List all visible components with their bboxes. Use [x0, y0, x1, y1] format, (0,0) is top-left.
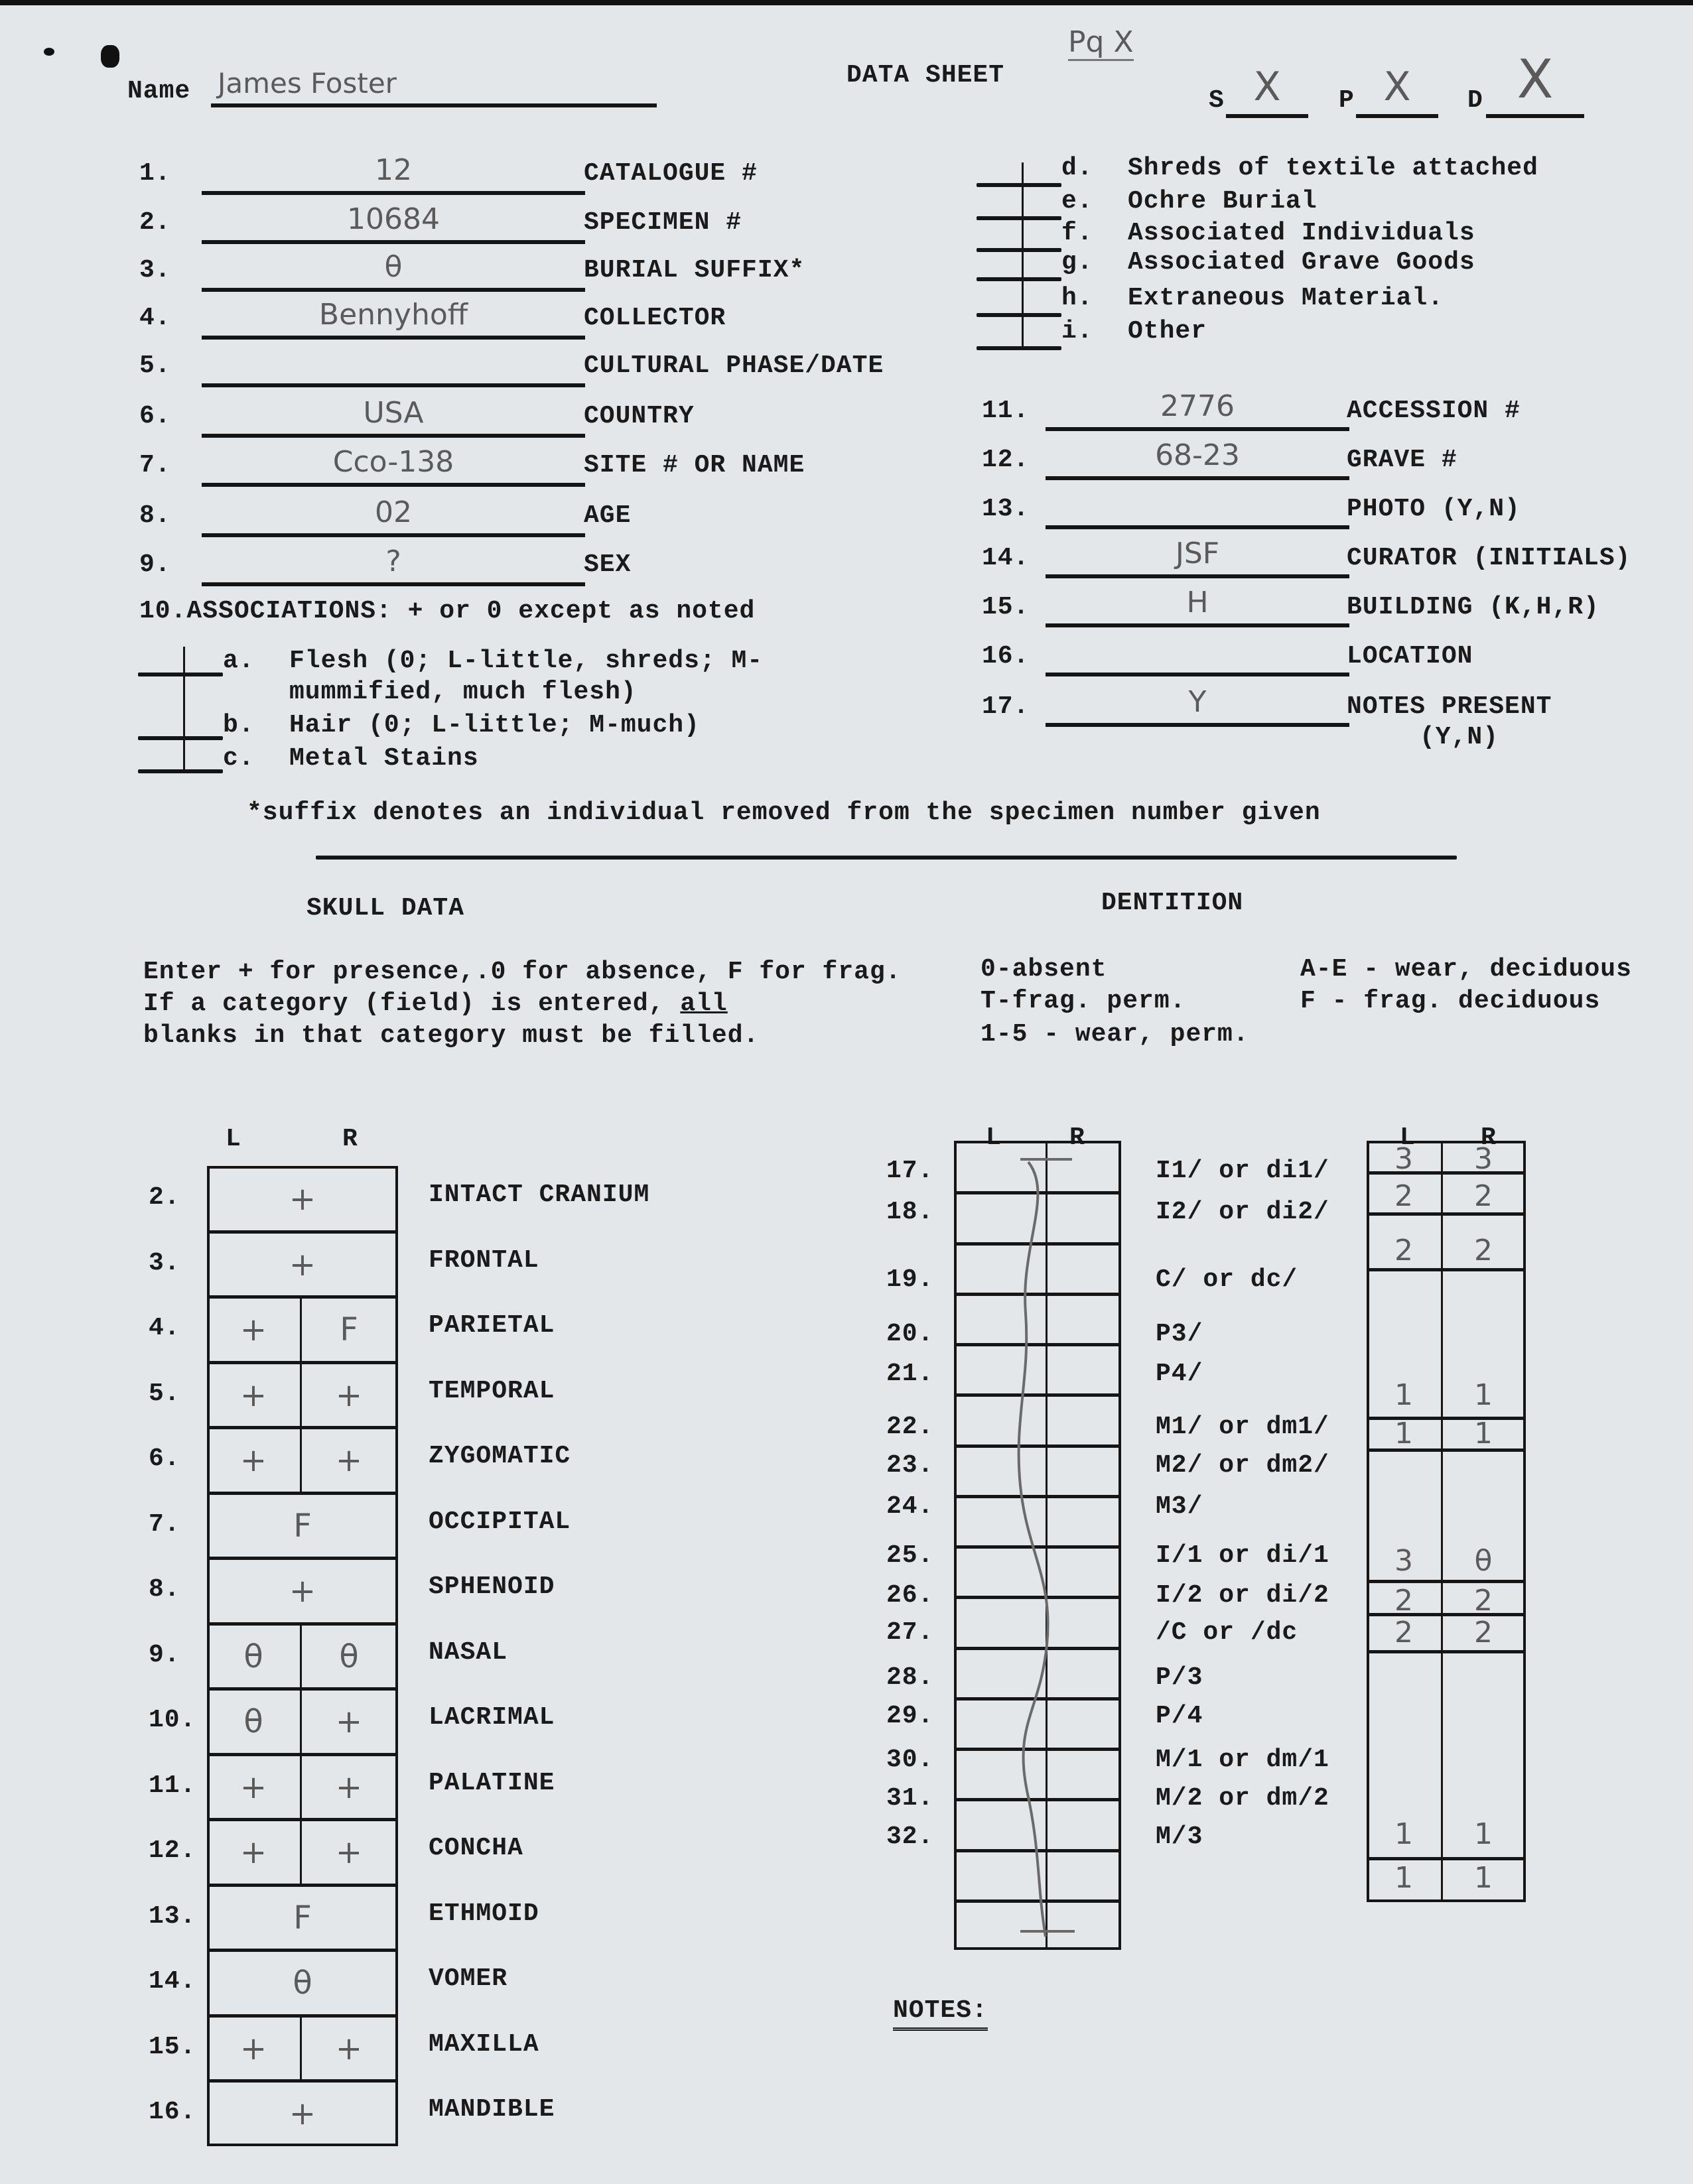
dent-wear-cell-left[interactable] [1367, 1816, 1441, 1853]
field-number: 3. [139, 256, 171, 285]
field-input[interactable] [202, 191, 585, 244]
field-label: SPECIMEN # [584, 208, 742, 237]
dent-wear-cell-left[interactable] [1367, 1234, 1441, 1271]
field-number: 16. [982, 642, 1030, 671]
assoc-c-text: Metal Stains [289, 744, 479, 773]
assoc-a-text2: mummified, much flesh) [289, 678, 637, 706]
assoc-text: Ochre Burial [1128, 187, 1318, 216]
skull-value-right: + [335, 1834, 363, 1871]
skull-row-number: 13. [149, 1902, 196, 1931]
dent-row-label: I/1 or di/1 [1156, 1541, 1329, 1570]
dent-row-label: P/4 [1156, 1702, 1203, 1730]
field-label: GRAVE # [1347, 446, 1457, 474]
field-input[interactable] [202, 287, 585, 340]
dent-row-number: 32. [886, 1823, 934, 1851]
dent-wear-cell-left[interactable] [1367, 1378, 1441, 1415]
skull-cell-left[interactable] [207, 1689, 300, 1754]
notes-label: NOTES: [893, 1996, 988, 2031]
skull-row-label: PARIETAL [429, 1311, 555, 1340]
field-input[interactable] [1046, 573, 1349, 627]
dentition-title: DENTITION [1101, 889, 1244, 917]
field-number: 14. [982, 544, 1030, 572]
field-value: USA [363, 396, 424, 430]
skull-row-number: 12. [149, 1836, 196, 1865]
footnote: *suffix denotes an individual removed from the specimen number given [247, 799, 1321, 827]
dent-col-r: R [1069, 1124, 1085, 1152]
dent-row-label: /C or /dc [1156, 1618, 1298, 1647]
skull-value-left: + [239, 1377, 267, 1414]
dentition-legend-3: 1-5 - wear, perm. [981, 1020, 1249, 1049]
assoc-blank[interactable] [977, 277, 1061, 281]
skull-row-label: CONCHA [429, 1834, 523, 1862]
skull-cell-right[interactable] [300, 1624, 398, 1689]
skull-row-label: OCCIPITAL [429, 1508, 571, 1536]
dent-wear-cell-right[interactable] [1441, 1486, 1526, 1523]
flag-d-field[interactable] [1486, 48, 1584, 118]
skull-row-label: MAXILLA [429, 2030, 539, 2059]
field-input[interactable] [1046, 524, 1349, 578]
skull-row-number: 4. [149, 1314, 180, 1342]
skull-value: F [293, 1899, 312, 1937]
name-label: Name [127, 77, 191, 105]
skull-cell[interactable] [207, 1558, 398, 1624]
dentition-legend-5: F - frag. deciduous [1300, 987, 1601, 1015]
skull-value-left: + [239, 1442, 267, 1479]
field-value: 02 [375, 495, 412, 529]
skull-row-number: 9. [149, 1641, 180, 1669]
assoc-blank[interactable] [977, 183, 1061, 187]
punch-mark [101, 45, 119, 68]
name-value: James Foster [218, 67, 397, 99]
page-title: DATA SHEET [846, 61, 1005, 90]
field-input[interactable] [1046, 475, 1349, 529]
assoc-b-letter: b. [223, 711, 255, 739]
skull-cell-right[interactable] [300, 1689, 398, 1754]
dent-wear-value-left: 1 [1394, 1861, 1413, 1895]
field-input[interactable] [1046, 673, 1349, 727]
dent-wear-cell-right[interactable] [1441, 1142, 1526, 1179]
field-number: 5. [139, 352, 171, 380]
dent-wear-value-right: 2 [1474, 1234, 1493, 1267]
skull-col-r: R [342, 1125, 358, 1153]
skull-value-right: + [335, 1769, 363, 1806]
skull-instruction-2 [143, 990, 728, 1018]
dent-row-number: 28. [886, 1663, 934, 1692]
dent-row-number: 24. [886, 1492, 934, 1521]
assoc-b-blank[interactable] [138, 736, 223, 740]
field-number: 7. [139, 451, 171, 480]
field-number: 4. [139, 304, 171, 332]
skull-instruction-1: Enter + for presence,.0 for absence, F for frag. [143, 958, 902, 986]
skull-row-label: FRONTAL [429, 1246, 539, 1275]
name-field[interactable] [211, 60, 657, 107]
skull-cell[interactable] [207, 1950, 398, 2016]
dent-row-label: M/2 or dm/2 [1156, 1784, 1329, 1813]
dent-row-number: 23. [886, 1451, 934, 1480]
skull-instruction-3: blanks in that category must be filled. [143, 1021, 760, 1050]
flag-s-value: X [1253, 64, 1281, 110]
dent-wear-cell-right[interactable] [1441, 1657, 1526, 1694]
skull-row-label: MANDIBLE [429, 2095, 555, 2124]
dent-row-number: 29. [886, 1702, 934, 1730]
skull-row-label: TEMPORAL [429, 1377, 555, 1405]
field-input[interactable] [202, 385, 585, 438]
dent-wear-cell-left[interactable] [1367, 1616, 1441, 1653]
skull-value: + [289, 2095, 316, 2132]
field-number: 6. [139, 402, 171, 430]
skull-cell-left[interactable] [207, 1754, 300, 1820]
skull-row-label: NASAL [429, 1638, 508, 1667]
field-label: BUILDING (K,H,R) [1347, 593, 1599, 621]
skull-row-number: 7. [149, 1510, 180, 1539]
skull-row-number: 14. [149, 1967, 196, 1996]
skull-row-number: 8. [149, 1575, 180, 1604]
dent-wear-cell-right[interactable] [1441, 1179, 1526, 1216]
skull-cell-left[interactable] [207, 1297, 300, 1362]
dent-row-number: 18. [886, 1198, 934, 1226]
dent-wear-value-left: 2 [1394, 1179, 1413, 1213]
dent-wear-col-r: R [1481, 1124, 1497, 1152]
field-input[interactable] [1046, 377, 1349, 431]
assoc-letter: h. [1061, 284, 1093, 312]
assoc-letter: f. [1061, 219, 1093, 247]
dentition-legend-2: T-frag. perm. [981, 987, 1186, 1015]
dent-wear-value-left: 3 [1394, 1142, 1413, 1176]
dent-wear-value-right: 1 [1474, 1417, 1493, 1450]
assoc-text: Associated Individuals [1128, 219, 1475, 247]
field-input[interactable] [1046, 426, 1349, 480]
field-label: PHOTO (Y,N) [1347, 495, 1521, 523]
wear-rule [1367, 1857, 1526, 1860]
margin-note: Pq X [1068, 25, 1134, 61]
skull-value-right: θ [339, 1638, 359, 1675]
field-number: 12. [982, 446, 1030, 474]
dent-wear-value-right: 1 [1474, 1817, 1493, 1851]
field-label: CULTURAL PHASE/DATE [584, 352, 884, 380]
field-value: 12 [375, 153, 412, 187]
dent-wear-value-right: 3 [1474, 1142, 1493, 1176]
assoc-left-vertical-rule [183, 647, 185, 773]
dent-row-number: 30. [886, 1746, 934, 1774]
field-number: 9. [139, 550, 171, 579]
dent-wear-cell-left[interactable] [1367, 1142, 1441, 1179]
skull-row-label: ETHMOID [429, 1899, 539, 1928]
field-value: JSF [1175, 537, 1220, 570]
field-label: AGE [584, 501, 632, 530]
field-label: LOCATION [1347, 642, 1473, 671]
skull-cell[interactable] [207, 1166, 398, 1232]
field-value: Bennyhoff [318, 298, 468, 332]
dent-wear-cell-left[interactable] [1367, 1179, 1441, 1216]
dent-wear-cell-left[interactable] [1367, 1657, 1441, 1694]
dent-wear-cell-left[interactable] [1367, 1544, 1441, 1581]
dent-wear-cell-right[interactable] [1441, 1695, 1526, 1732]
skull-row-label: INTACT CRANIUM [429, 1181, 650, 1209]
skull-value-left: + [239, 1769, 267, 1806]
skull-instruction-2-text: If a category (field) is entered, [143, 990, 681, 1018]
assoc-a-blank[interactable] [138, 673, 223, 676]
flag-p-value: X [1383, 64, 1411, 110]
dent-wear-value-left: 1 [1394, 1417, 1413, 1450]
field-label: SEX [584, 550, 632, 579]
dent-wear-cell-right[interactable] [1441, 1616, 1526, 1653]
field-input[interactable] [202, 533, 585, 586]
field-label: BURIAL SUFFIX* [584, 256, 805, 285]
skull-value: + [289, 1246, 316, 1283]
dent-row-label: I/2 or di/2 [1156, 1581, 1329, 1610]
dent-row-label: P4/ [1156, 1360, 1203, 1388]
field-input[interactable] [202, 484, 585, 537]
skull-instruction-emph: all [680, 990, 728, 1018]
flag-d-value: X [1517, 48, 1554, 110]
assoc-text: Shreds of textile attached [1128, 154, 1538, 182]
dent-wear-value-right: 2 [1474, 1584, 1493, 1618]
dentition-legend-4: A-E - wear, deciduous [1300, 955, 1632, 984]
field-number: 15. [982, 593, 1030, 621]
skull-value-left: + [239, 1311, 267, 1348]
field-value: Cco-138 [332, 445, 454, 479]
assoc-right-vertical-rule [1022, 162, 1024, 348]
skull-cell-left[interactable] [207, 1819, 300, 1885]
dent-wear-value-right: 2 [1474, 1616, 1493, 1649]
dent-row-label: M3/ [1156, 1492, 1203, 1521]
dent-row-label: M2/ or dm2/ [1156, 1451, 1329, 1480]
dentition-legend-1: 0-absent [981, 955, 1107, 984]
dent-wear-value-left: 3 [1394, 1544, 1413, 1578]
assoc-text: Other [1128, 317, 1207, 346]
dent-wear-value-left: 1 [1394, 1378, 1413, 1412]
dent-wear-value-right: 1 [1474, 1378, 1493, 1412]
skull-value-right: + [335, 2030, 363, 2067]
skull-row-number: 15. [149, 2033, 196, 2061]
field-label: CURATOR (INITIALS) [1347, 544, 1631, 572]
field-label: ACCESSION # [1347, 397, 1521, 425]
skull-value-right: + [335, 1442, 363, 1479]
dent-wear-value-left: 1 [1394, 1817, 1413, 1851]
assoc-b-text: Hair (0; L-little; M-much) [289, 711, 700, 739]
field-input[interactable] [1046, 622, 1349, 676]
skull-row-number: 2. [149, 1183, 180, 1212]
assoc-a-letter: a. [223, 647, 255, 675]
skull-value-left: θ [243, 1638, 263, 1675]
dent-wear-value-left: 2 [1394, 1616, 1413, 1649]
assoc-a-text: Flesh (0; L-little, shreds; M- [289, 647, 764, 675]
field-label: COUNTRY [584, 402, 695, 430]
scan-border [0, 0, 1693, 5]
dent-row-number: 21. [886, 1360, 934, 1388]
field-value: H [1186, 586, 1209, 619]
field-number: 1. [139, 159, 171, 188]
skull-row-number: 16. [149, 2098, 196, 2126]
dent-row-label: P/3 [1156, 1663, 1203, 1692]
dent-wear-cell-right[interactable] [1441, 1816, 1526, 1853]
field-input[interactable] [202, 334, 585, 387]
dent-row-number: 22. [886, 1413, 934, 1441]
skull-value: F [293, 1508, 312, 1545]
skull-row-number: 6. [149, 1445, 180, 1473]
dent-row-number: 26. [886, 1581, 934, 1610]
skull-cell-left[interactable] [207, 1427, 300, 1493]
dent-row-label: P3/ [1156, 1320, 1203, 1348]
field-label: SITE # OR NAME [584, 451, 805, 480]
skull-cell[interactable] [207, 1232, 398, 1297]
dent-wear-cell-right[interactable] [1441, 1861, 1526, 1898]
assoc-c-blank[interactable] [138, 769, 223, 773]
dent-wear-cell-left[interactable] [1367, 1417, 1441, 1454]
dent-row-number: 19. [886, 1265, 934, 1294]
assoc-c-letter: c. [223, 744, 255, 773]
field-input[interactable] [202, 142, 585, 195]
field-value: θ [384, 250, 403, 284]
field-number: 2. [139, 208, 171, 237]
assoc-blank[interactable] [977, 313, 1061, 317]
skull-cell-left[interactable] [207, 1362, 300, 1428]
flag-s-label: S [1209, 86, 1225, 115]
dent-wear-cell-right[interactable] [1441, 1313, 1526, 1350]
skull-cell-right[interactable] [300, 1754, 398, 1820]
skull-row-label: LACRIMAL [429, 1703, 555, 1732]
dent-wear-cell-left[interactable] [1367, 1861, 1441, 1898]
dent-row-label: I1/ or di1/ [1156, 1157, 1329, 1185]
dent-row-number: 25. [886, 1541, 934, 1570]
skull-row-label: VOMER [429, 1964, 508, 1993]
dent-row-label: M1/ or dm1/ [1156, 1413, 1329, 1441]
skull-value-right: + [335, 1377, 363, 1414]
assoc-letter: e. [1061, 187, 1093, 216]
squiggle-path [1019, 1162, 1048, 1937]
dent-col-l: L [986, 1124, 1002, 1152]
skull-cell-left[interactable] [207, 1624, 300, 1689]
dent-row-number: 17. [886, 1157, 934, 1185]
field-label: NOTES PRESENT [1347, 692, 1552, 721]
dent-wear-value-left: 2 [1394, 1234, 1413, 1267]
dent-wear-cell-right[interactable] [1441, 1234, 1526, 1271]
assoc-blank[interactable] [977, 346, 1061, 350]
skull-value-left: + [239, 1834, 267, 1871]
skull-value-right: + [335, 1703, 363, 1740]
dent-row-label: M/1 or dm/1 [1156, 1746, 1329, 1774]
section-divider [316, 856, 1457, 860]
field-number: 11. [982, 397, 1030, 425]
dent-row-label: C/ or dc/ [1156, 1265, 1298, 1294]
dent-row-label: M/3 [1156, 1823, 1203, 1851]
skull-title: SKULL DATA [306, 894, 465, 923]
field-label: COLLECTOR [584, 304, 726, 332]
field-input[interactable] [202, 434, 585, 487]
dent-wear-value-right: θ [1474, 1544, 1493, 1578]
dent-wear-value-left: 2 [1394, 1584, 1413, 1618]
field-value: 2776 [1160, 389, 1235, 423]
skull-row-number: 11. [149, 1771, 196, 1800]
skull-cell-right[interactable] [300, 2016, 398, 2081]
assoc-letter: g. [1061, 248, 1093, 277]
field-input[interactable] [202, 239, 585, 292]
flag-p-field[interactable] [1356, 66, 1438, 118]
dent-wear-cell-left[interactable] [1367, 1695, 1441, 1732]
skull-value: + [289, 1181, 316, 1218]
dent-row-label: I2/ or di2/ [1156, 1198, 1329, 1226]
skull-value: + [289, 1573, 316, 1610]
skull-row-label: ZYGOMATIC [429, 1442, 571, 1470]
skull-cell[interactable] [207, 1885, 398, 1951]
dent-row-number: 31. [886, 1784, 934, 1813]
skull-row-label: PALATINE [429, 1769, 555, 1797]
field-value: ? [385, 545, 401, 578]
dent-row-number: 27. [886, 1618, 934, 1647]
skull-row-number: 10. [149, 1706, 196, 1734]
skull-row-number: 5. [149, 1380, 180, 1408]
field-number: 13. [982, 495, 1030, 523]
pencil-squiggle-mark [954, 1141, 1121, 1950]
flag-s-field[interactable] [1226, 66, 1308, 118]
field-value: 10684 [347, 202, 440, 236]
assoc-letter: i. [1061, 317, 1093, 346]
skull-cell[interactable] [207, 1493, 398, 1559]
field-value: 68-23 [1155, 438, 1240, 472]
skull-row-label: SPHENOID [429, 1573, 555, 1601]
field-label: CATALOGUE # [584, 159, 758, 188]
field-value: Y [1188, 685, 1207, 719]
dent-wear-col-l: L [1400, 1124, 1416, 1152]
flag-d-label: D [1467, 86, 1483, 115]
dent-wear-cell-left[interactable] [1367, 1486, 1441, 1523]
dent-wear-value-right: 1 [1474, 1861, 1493, 1895]
skull-cell[interactable] [207, 2081, 398, 2146]
skull-value-left: + [239, 2030, 267, 2067]
assoc-blank[interactable] [977, 248, 1061, 252]
skull-value: θ [293, 1964, 312, 2002]
assoc-blank[interactable] [977, 216, 1061, 220]
dent-row-number: 20. [886, 1320, 934, 1348]
skull-cell-right[interactable] [300, 1427, 398, 1493]
assoc-text: Associated Grave Goods [1128, 248, 1475, 277]
assoc-text: Extraneous Material. [1128, 284, 1444, 312]
dent-wear-cell-left[interactable] [1367, 1313, 1441, 1350]
assoc-letter: d. [1061, 154, 1093, 182]
field-label-2: (Y,N) [1420, 723, 1499, 751]
dent-wear-cell-right[interactable] [1441, 1544, 1526, 1581]
associations-title: 10.ASSOCIATIONS: + or 0 except as noted [139, 597, 756, 625]
skull-value-left: θ [243, 1703, 263, 1740]
field-number: 8. [139, 501, 171, 530]
skull-row-number: 3. [149, 1249, 180, 1277]
field-number: 17. [982, 692, 1030, 721]
flag-p-label: P [1339, 86, 1355, 115]
punch-mark [44, 48, 54, 56]
skull-value-right: F [340, 1311, 358, 1348]
skull-cell-right[interactable] [300, 1362, 398, 1428]
skull-cell-right[interactable] [300, 1819, 398, 1885]
skull-cell-left[interactable] [207, 2016, 300, 2081]
skull-cell-right[interactable] [300, 1297, 398, 1362]
skull-col-l: L [226, 1125, 241, 1153]
dent-wear-cell-right[interactable] [1441, 1378, 1526, 1415]
dent-wear-value-right: 2 [1474, 1179, 1493, 1213]
dent-wear-cell-right[interactable] [1441, 1417, 1526, 1454]
